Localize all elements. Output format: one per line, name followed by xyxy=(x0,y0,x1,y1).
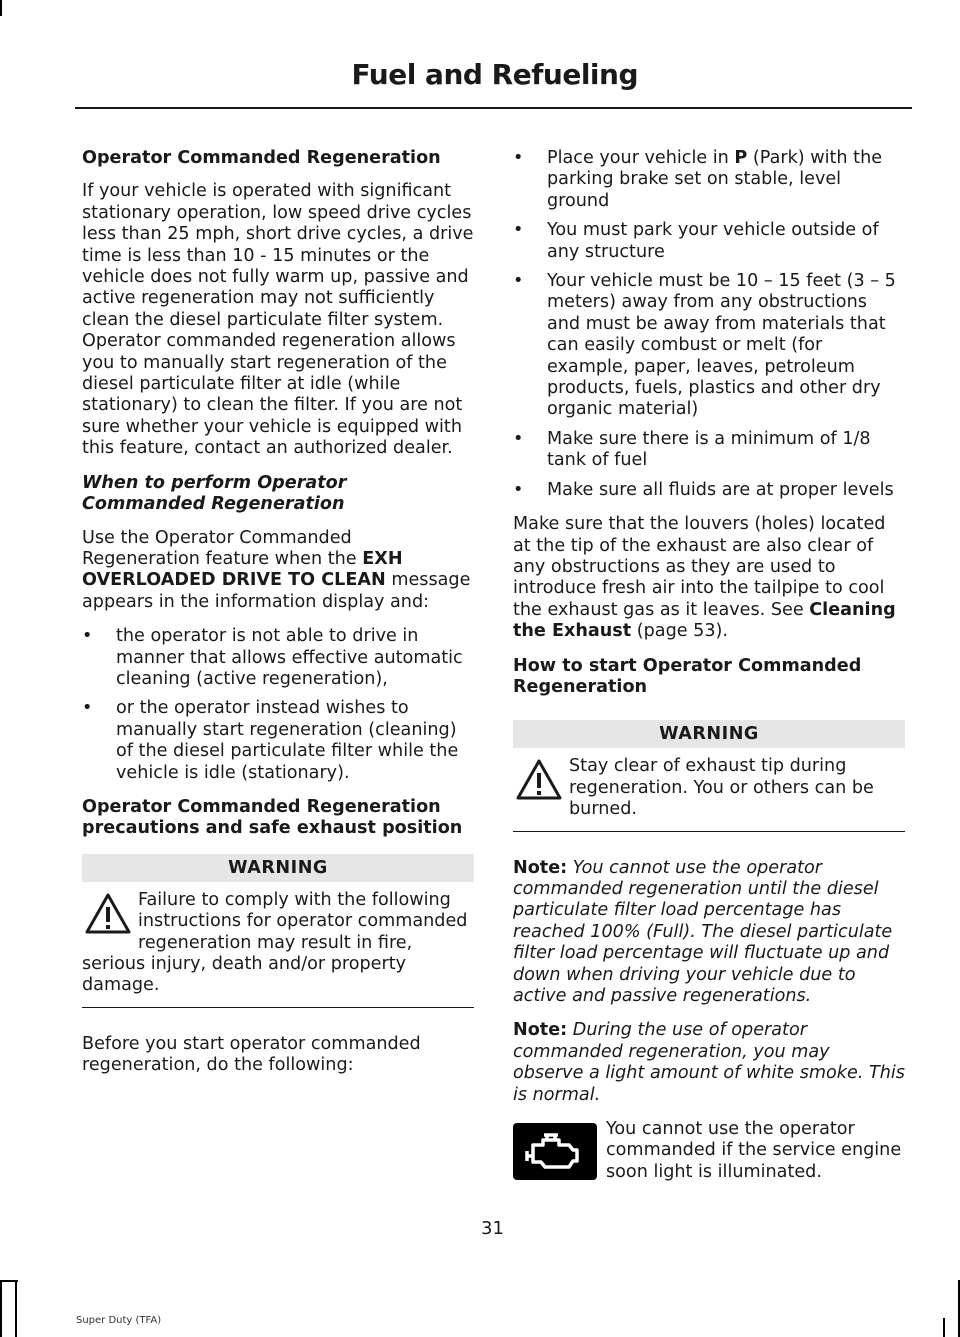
engine-light-text: You cannot use the operator commanded if the service engine soon light is illuminated. xyxy=(606,1119,902,1182)
footer-model: Super Duty (TFA) xyxy=(76,1315,162,1326)
gear-letter: P xyxy=(734,148,748,168)
check-engine-icon xyxy=(513,1123,597,1180)
text-run: Use the Operator Commanded Regeneration feature when the xyxy=(82,527,363,569)
bullet: • xyxy=(513,271,524,292)
list-item xyxy=(82,698,474,784)
warning-label: WARNING xyxy=(513,720,905,748)
left-column xyxy=(82,148,474,1090)
bullet-list xyxy=(82,626,474,784)
paragraph: If your vehicle is operated with significant stationary operation, low speed drive cycles less than 25 mph, short drive cycles, a drive time is less than 10 - 15 minutes or the vehicle does not fully warm up, passive and active regeneration may not sufficiently clean the diesel particulate filter system. Operator commanded regeneration allows you to manually start regeneration of the diesel particulate filter at idle (while stationary) to clean the filter. If you are not sure whether your vehicle is equipped with this feature, contact an authorized dealer. xyxy=(82,181,474,459)
list-item-text: Make sure there is a minimum of 1/8 tank of fuel xyxy=(547,428,871,471)
list-item-text: You must park your vehicle outside of any structure xyxy=(547,220,879,262)
subsection-heading: When to perform Operator Commanded Regeneration xyxy=(82,472,347,515)
bullet: • xyxy=(513,479,524,500)
bullet: • xyxy=(513,220,524,241)
warning-text: Stay clear of exhaust tip during regeneration. You or others can be burned. xyxy=(569,756,874,820)
page-header-title: Fuel and Refueling xyxy=(351,58,638,91)
note xyxy=(513,858,905,1008)
note xyxy=(513,1020,905,1106)
bullet-list xyxy=(513,148,905,501)
crop-mark xyxy=(0,1280,2,1337)
crop-mark xyxy=(943,1318,945,1337)
paragraph xyxy=(82,528,474,614)
warning-box xyxy=(513,720,905,831)
list-item xyxy=(513,271,905,421)
bullet: • xyxy=(513,428,524,449)
list-item xyxy=(513,220,905,263)
warning-text: Failure to comply with the following instructions for operator commanded regeneration may result in fire, serious injury, death and/or property damage. xyxy=(82,889,468,996)
bullet: • xyxy=(82,698,93,719)
right-column xyxy=(513,148,905,1185)
header-rule xyxy=(75,107,912,109)
bullet: • xyxy=(513,148,524,168)
warning-triangle-icon xyxy=(84,892,132,936)
text-run: (Park) with the parking brake set on stable, level ground xyxy=(547,148,883,211)
bullet: • xyxy=(82,626,93,647)
note-label: Note: xyxy=(513,1020,568,1041)
list-item xyxy=(513,148,905,212)
note-label: Note: xyxy=(513,857,568,878)
list-item xyxy=(513,480,905,501)
warning-triangle-icon xyxy=(515,758,563,802)
page-number: 31 xyxy=(481,1218,504,1239)
paragraph xyxy=(513,514,905,642)
warning-label: WARNING xyxy=(82,854,474,882)
list-item-text: the operator is not able to drive in manner that allows effective automatic cleaning (active regeneration), xyxy=(116,626,463,689)
display-message: EXH OVERLOADED DRIVE TO CLEAN xyxy=(82,548,403,591)
paragraph: Before you start operator commanded regeneration, do the following: xyxy=(82,1033,421,1076)
warning-box xyxy=(82,854,474,1008)
section-heading: How to start Operator Commanded Regeneration xyxy=(513,655,862,697)
text-run: (page 53). xyxy=(631,621,729,642)
note-text: During the use of operator commanded regeneration, you may observe a light amount of white smoke. This is normal. xyxy=(513,1020,905,1105)
text-run: message appears in the information display and: xyxy=(82,570,471,612)
engine-light-row xyxy=(513,1119,905,1185)
note-text: You cannot use the operator commanded regeneration until the diesel particulate filter load percentage has reached 100% (Full). The diesel particulate filter load percentage will fluctuate up and down when driving your vehicle due to active and passive regenerations. xyxy=(513,857,893,1006)
list-item xyxy=(513,429,905,472)
text-run: Make sure that the louvers (holes) located at the tip of the exhaust are also clear of any obstructions as they are used to introduce fresh air into the tailpipe to cool the exhaust gas as it leaves. See xyxy=(513,514,886,620)
section-heading: Operator Commanded Regeneration precautions and safe exhaust position xyxy=(82,796,463,839)
list-item-text: or the operator instead wishes to manually start regeneration (cleaning) of the diesel particulate filter while the vehicle is idle (stationary). xyxy=(116,698,459,783)
text-run: Place your vehicle in xyxy=(547,148,735,168)
crop-mark xyxy=(0,0,2,16)
list-item xyxy=(82,626,474,690)
cross-reference-link[interactable]: Cleaning the Exhaust xyxy=(513,599,896,642)
list-item-text: Your vehicle must be 10 – 15 feet (3 – 5 meters) away from any obstructions and must be away from materials that can easily combust or melt (for example, paper, leaves, petroleum products, fuels, plastics and other dry organic material) xyxy=(547,271,896,420)
crop-mark xyxy=(15,1282,17,1337)
warning-body xyxy=(513,756,905,831)
warning-body xyxy=(82,890,474,1008)
section-heading: Operator Commanded Regeneration xyxy=(82,148,441,168)
check-engine-icon-graphic xyxy=(513,1123,597,1180)
list-item-text: Make sure all fluids are at proper levels xyxy=(547,479,894,500)
